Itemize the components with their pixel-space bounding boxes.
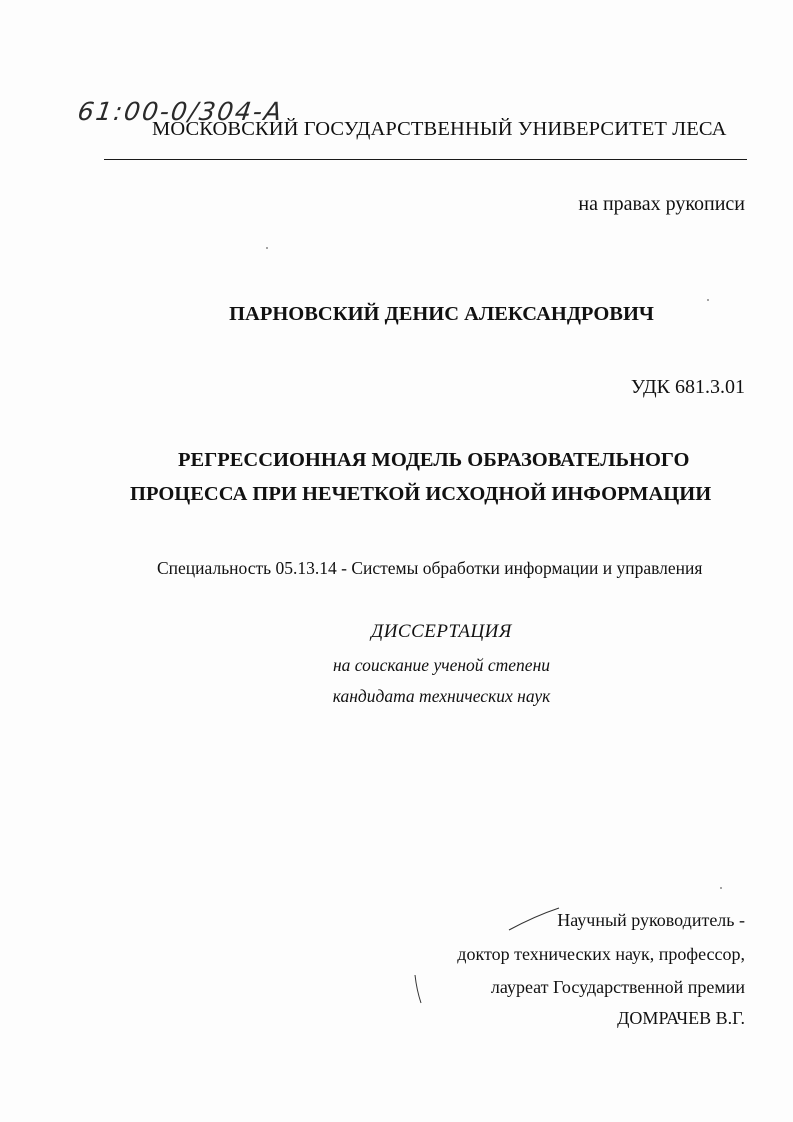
- dissertation-label: ДИССЕРТАЦИЯ: [371, 621, 512, 642]
- thesis-title-line-2: ПРОЦЕССА ПРИ НЕЧЕТКОЙ ИСХОДНОЙ ИНФОРМАЦИИ: [130, 483, 712, 505]
- pen-mark: [413, 974, 423, 1004]
- archive-stamp: 61:00-0/304-A: [75, 97, 286, 126]
- manuscript-rights-note: на правах рукописи: [578, 193, 745, 215]
- header-divider: [104, 159, 747, 160]
- udc-code: УДК 681.3.01: [630, 376, 745, 398]
- scan-speck: [266, 247, 268, 249]
- supervisor-award: лауреат Государственной премии: [490, 977, 745, 997]
- scan-speck: [707, 299, 709, 301]
- specialty-line: Специальность 05.13.14 - Системы обработки информации и управления: [157, 558, 703, 578]
- degree-line-1: на соискание ученой степени: [332, 655, 551, 675]
- author-name: ПАРНОВСКИЙ ДЕНИС АЛЕКСАНДРОВИЧ: [229, 303, 654, 325]
- thesis-title-line-1: РЕГРЕССИОННАЯ МОДЕЛЬ ОБРАЗОВАТЕЛЬНОГО: [178, 449, 690, 471]
- supervisor-degree: доктор технических наук, профессор,: [457, 944, 745, 964]
- degree-line-2: кандидата технических наук: [332, 686, 551, 706]
- scan-speck: [720, 887, 722, 889]
- university-name: МОСКОВСКИЙ ГОСУДАРСТВЕННЫЙ УНИВЕРСИТЕТ ЛЕСА: [152, 118, 727, 140]
- supervisor-title: Научный руководитель -: [557, 910, 745, 930]
- signature-stroke: [508, 906, 560, 932]
- supervisor-name: ДОМРАЧЕВ В.Г.: [617, 1008, 745, 1028]
